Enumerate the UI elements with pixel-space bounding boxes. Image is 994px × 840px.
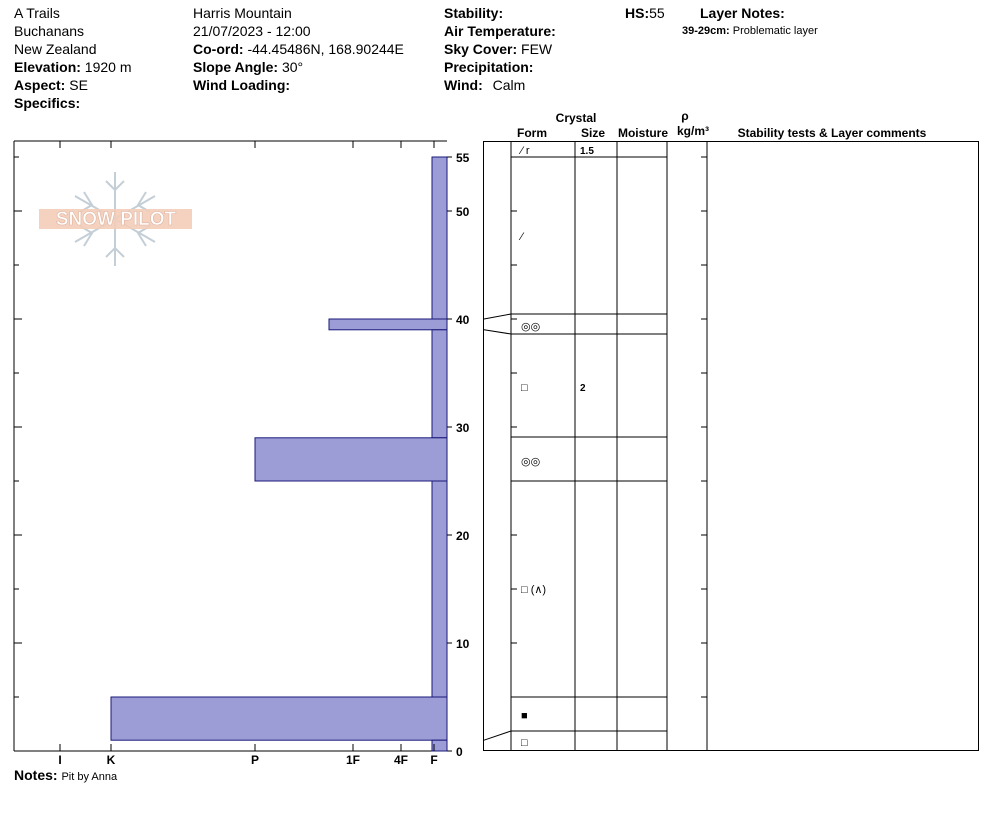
depth-tick-label: 55 — [456, 151, 470, 165]
depth-tick-label: 40 — [456, 313, 470, 327]
crystal-form-symbol: ⁄ — [521, 231, 523, 243]
depth-tick-label: 50 — [456, 205, 470, 219]
site-trail: A Trails — [14, 5, 60, 21]
moisture-header: Moisture — [617, 126, 669, 140]
wind-loading-label: Wind Loading: — [193, 77, 291, 93]
slope-value: 30° — [281, 59, 304, 75]
form-header: Form — [517, 126, 547, 140]
hardness-axis-labels — [58, 744, 437, 767]
crystal-form-symbol: ◎◎ — [521, 456, 541, 468]
hardness-tick-label: K — [106, 753, 116, 767]
hardness-tick-label: 4F — [393, 753, 409, 767]
hardness-tick-label: I — [58, 753, 62, 767]
hardness-bar — [255, 438, 447, 481]
size-header: Size — [580, 126, 606, 140]
depth-tick-label: 20 — [456, 529, 470, 543]
hardness-tick-label: P — [250, 753, 260, 767]
layer-connector — [484, 330, 511, 334]
crystal-form-symbol: ■ — [521, 710, 528, 722]
coord-value: -44.45486N, 168.90244E — [247, 41, 404, 57]
logo-text: SNOW PILOT — [55, 209, 177, 230]
crystal-form-symbol: □ — [521, 382, 528, 394]
crystal-table — [484, 109, 979, 751]
notes-label: Notes: — [14, 767, 58, 783]
depth-tick-label: 0 — [456, 745, 463, 759]
crystal-form-symbol: ⁄ r — [521, 145, 530, 157]
crystal-header: Crystal — [555, 111, 597, 125]
slope-label: Slope Angle: — [193, 59, 279, 75]
layer-note-text: Problematic layer — [732, 25, 818, 37]
wind-value: Calm — [492, 77, 526, 93]
sky-value: FEW — [521, 41, 553, 57]
precip-label: Precipitation: — [444, 59, 534, 75]
hardness-bars — [111, 157, 447, 751]
crystal-form-symbol: □ (∧) — [521, 584, 547, 596]
air-temp-label: Air Temperature: — [444, 23, 556, 39]
left-axis-ticks — [14, 157, 22, 751]
crystal-size: 2 — [580, 383, 586, 394]
hs-value: 55 — [649, 5, 665, 21]
depth-tick-label: 30 — [456, 421, 470, 435]
crystal-form-symbol: ◎◎ — [521, 321, 541, 333]
depth-axis — [447, 151, 707, 759]
aspect-value: SE — [69, 77, 88, 93]
notes-text: Pit by Anna — [61, 771, 118, 783]
snowpilot-logo — [39, 172, 192, 266]
elevation-label: Elevation: — [14, 59, 81, 75]
hardness-tick-label: 1F — [345, 753, 361, 767]
layer-connector — [484, 314, 511, 319]
depth-tick-label: 10 — [456, 637, 470, 651]
site-country: New Zealand — [14, 41, 97, 57]
elevation-value: 1920 m — [84, 59, 132, 75]
specifics-label: Specifics: — [14, 95, 81, 111]
hardness-top-ticks — [60, 141, 434, 148]
layer-connector — [484, 731, 511, 740]
rho-header: ρ — [681, 109, 689, 123]
hardness-bar — [432, 481, 447, 697]
crystal-size: 1.5 — [580, 146, 594, 157]
layer-notes-title: Layer Notes: — [700, 5, 785, 21]
hardness-bar — [329, 319, 447, 330]
site-area: Buchanans — [14, 23, 85, 39]
hardness-bar — [111, 697, 447, 740]
wind-label: Wind: — [444, 77, 483, 93]
crystal-form-symbol: □ — [521, 737, 528, 749]
hardness-bar — [432, 330, 447, 438]
density-header: kg/m³ — [676, 124, 710, 138]
obs-location: Harris Mountain — [193, 5, 292, 21]
hardness-tick-label: F — [430, 753, 438, 767]
sky-label: Sky Cover: — [444, 41, 518, 57]
layer-note-range: 39-29cm: — [682, 25, 730, 37]
coord-label: Co-ord: — [193, 41, 244, 57]
obs-datetime: 21/07/2023 - 12:00 — [193, 23, 311, 39]
hs-label: HS: — [625, 5, 650, 21]
hardness-bar — [432, 157, 447, 319]
aspect-label: Aspect: — [14, 77, 66, 93]
stability-label: Stability: — [444, 5, 504, 21]
comments-header: Stability tests & Layer comments — [737, 126, 927, 140]
